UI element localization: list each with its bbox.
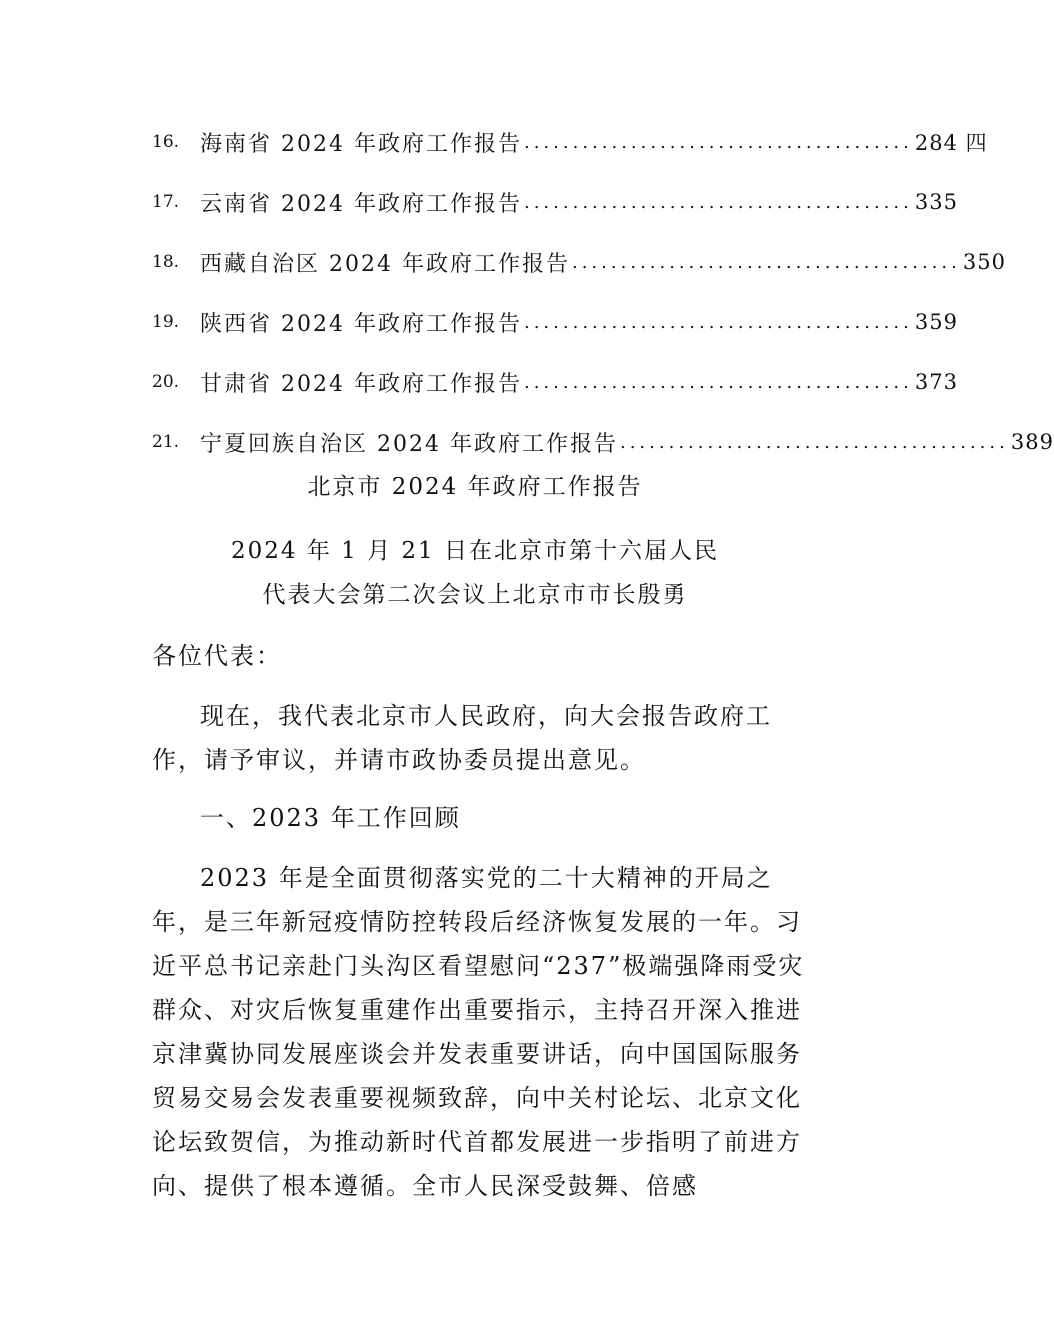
toc-entry[interactable] [152, 112, 988, 172]
toc-entry-page: 389 [1010, 430, 1054, 454]
toc-entry[interactable] [152, 292, 958, 352]
toc-entry-title: 西藏自治区 2024 年政府工作报告 [200, 251, 570, 277]
toc-leader-dots: ........................................ [523, 371, 913, 393]
toc-leader-dots: ........................................ [619, 431, 1009, 453]
toc-entry-title: 甘肃省 2024 年政府工作报告 [200, 371, 522, 397]
toc-leader-dots: ........................................ [523, 131, 913, 153]
toc-entry-number: 16. [152, 132, 180, 152]
toc-entry-page: 335 [914, 190, 958, 214]
toc-entry[interactable] [152, 232, 1006, 292]
toc-leader-dots: ........................................ [571, 251, 961, 273]
toc-entry[interactable] [152, 352, 958, 412]
toc-entry-number: 19. [152, 312, 180, 332]
toc-entry-number: 21. [152, 432, 180, 452]
toc-entry-title: 陕西省 2024 年政府工作报告 [200, 311, 522, 337]
section-heading: 一、2023 年工作回顾 [200, 804, 461, 832]
toc-entry-number: 18. [152, 252, 180, 272]
toc-entry-page: 373 [914, 370, 958, 394]
table-of-contents [152, 112, 1054, 472]
salutation: 各位代表： [152, 642, 282, 670]
toc-entry-title: 宁夏回族自治区 2024 年政府工作报告 [200, 431, 618, 457]
toc-entry[interactable] [152, 412, 1054, 472]
toc-entry-number: 17. [152, 192, 180, 212]
toc-entry-page: 359 [914, 310, 958, 334]
toc-entry[interactable] [152, 172, 958, 232]
toc-leader-dots: ........................................ [523, 191, 913, 213]
toc-entry-page: 350 [962, 250, 1006, 274]
toc-entry-title: 海南省 2024 年政府工作报告 [200, 131, 522, 157]
document-title: 北京市 2024 年政府工作报告 [307, 474, 643, 500]
toc-entry-title: 云南省 2024 年政府工作报告 [200, 191, 522, 217]
toc-leader-dots: ........................................ [523, 311, 913, 333]
document-subtitle-line2: 代表大会第二次会议上北京市市长殷勇 [262, 582, 688, 608]
toc-entry-page: 284 四 [914, 131, 988, 155]
paragraph: 现在，我代表北京市人民政府，向大会报告政府工作，请予审议，并请市政协委员提出意见。 [152, 702, 772, 774]
paragraph: 2023 年是全面贯彻落实党的二十大精神的开局之年，是三年新冠疫情防控转段后经济恢复发展的一年。习近平总书记亲赴门头沟区看望慰问“237”极端强降雨受灾群众、对灾后恢复重建作出重要指示，主持召开深入推进京津冀协同发展座谈会并发表重要讲话，向中国国际服务贸易交易会发表重要视频致辞，向中关村论坛、北京文化论坛致贺信，为推动新时代首都发展进一步指明了前进方向、提供了根本遵循。全市人民深受鼓舞、倍感 [152, 864, 805, 1200]
toc-entry-number: 20. [152, 372, 180, 392]
document-subtitle-line1: 2024 年 1 月 21 日在北京市第十六届人民 [231, 538, 719, 564]
